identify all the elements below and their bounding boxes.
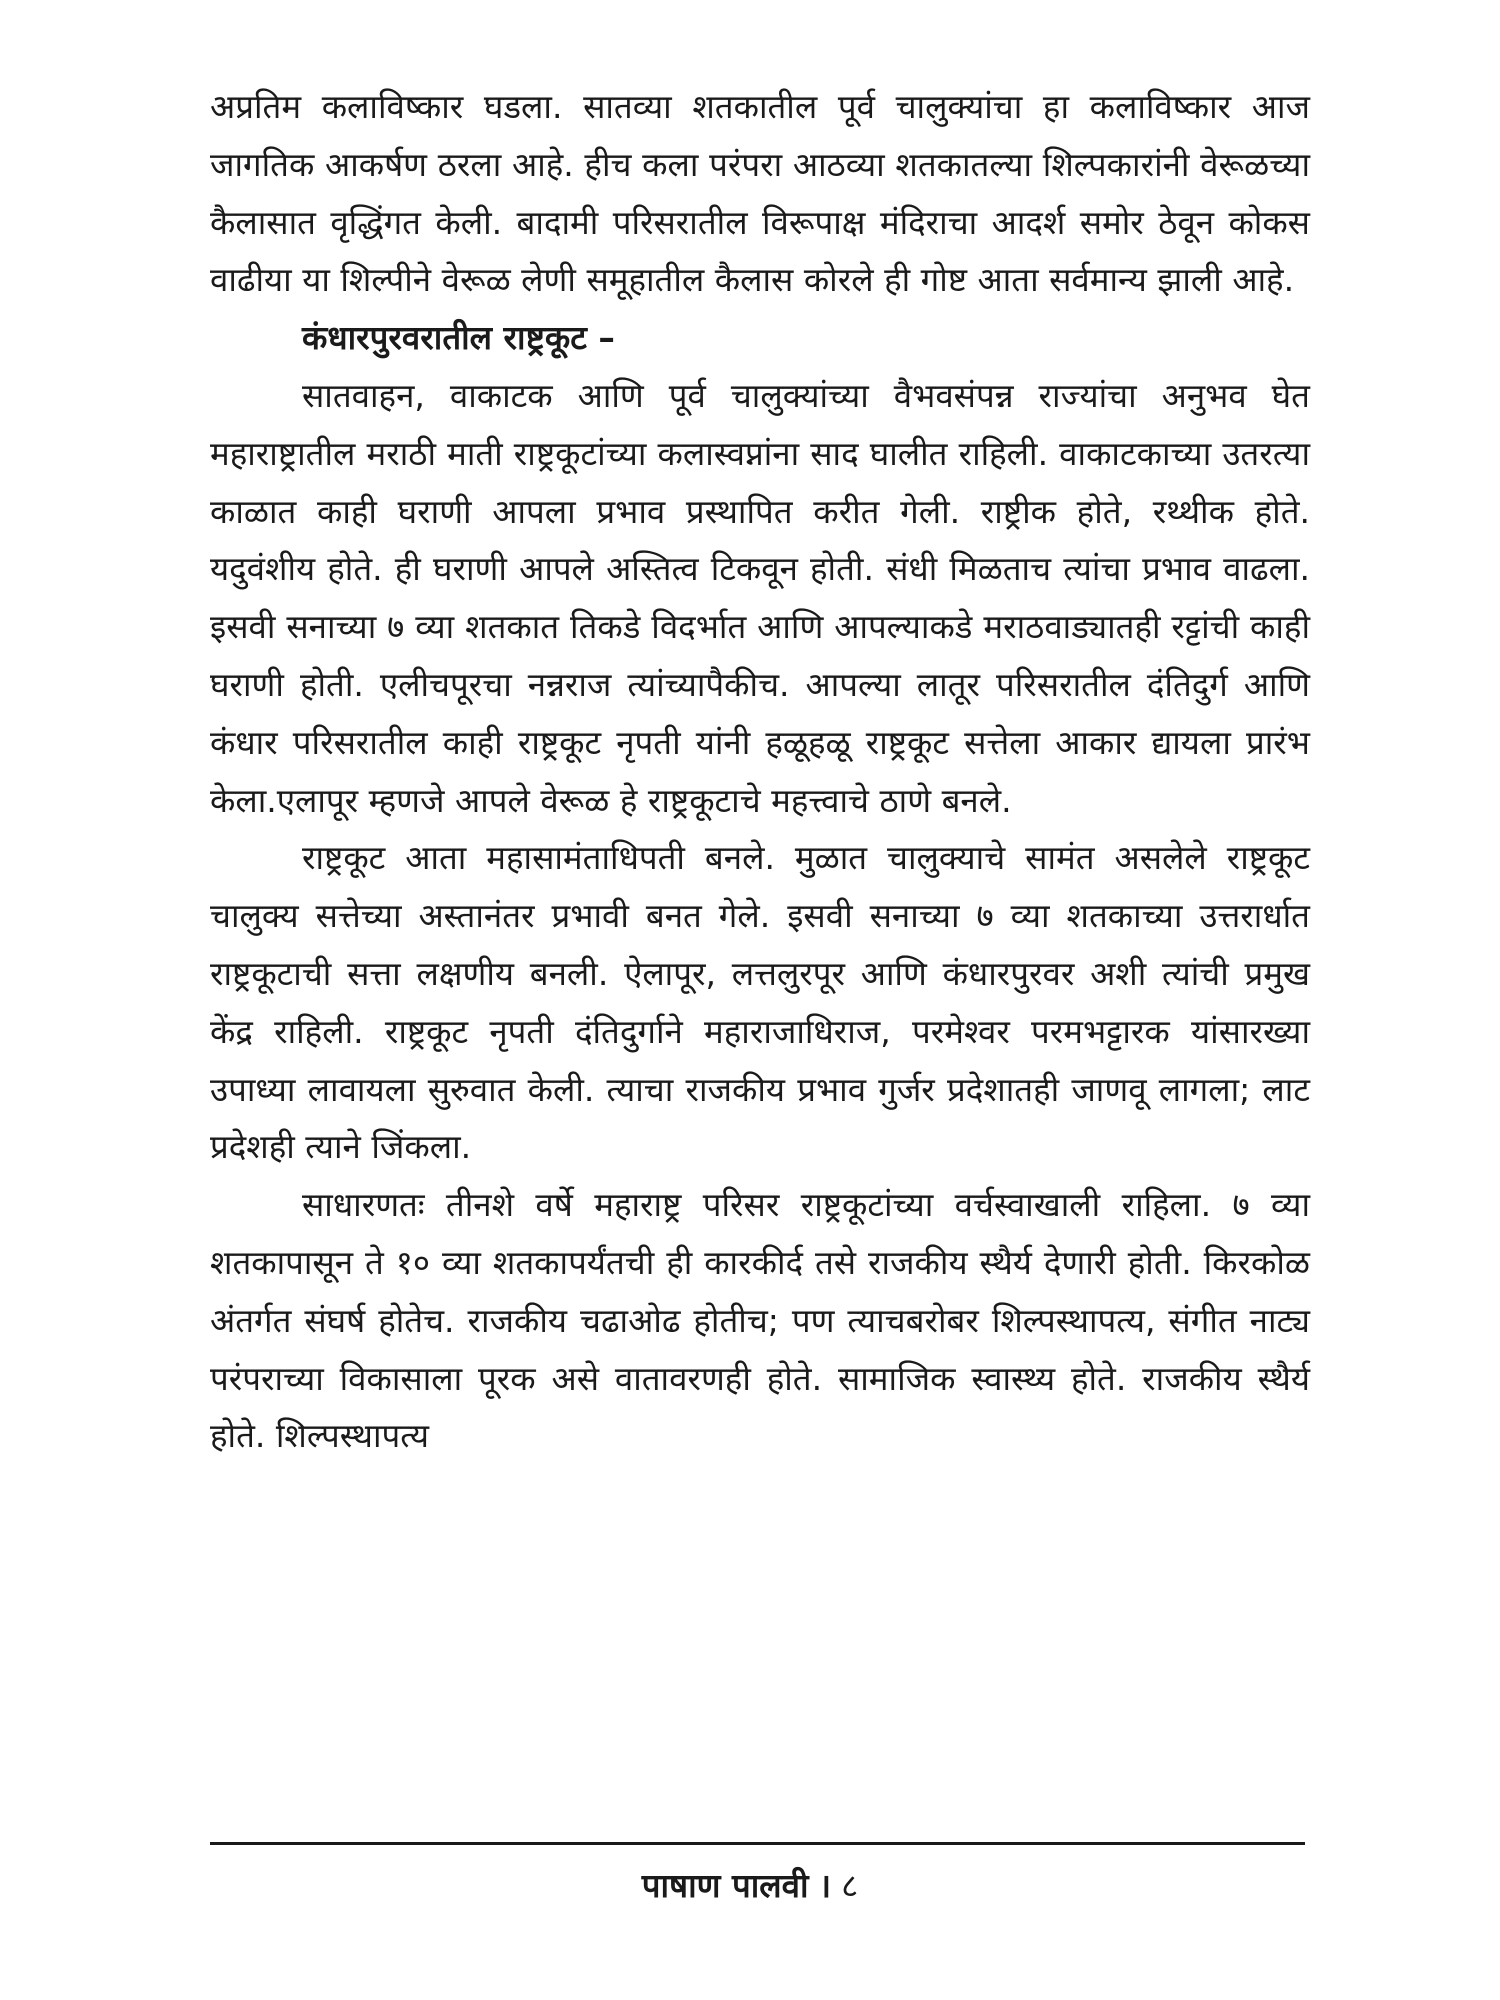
page-footer (0, 1864, 1500, 1908)
section-heading: कंधारपुरवरातील राष्ट्रकूट – (302, 318, 615, 358)
footer-divider (210, 1842, 1305, 1845)
paragraph-4: साधारणतः तीनशे वर्षे महाराष्ट्र परिसर राष्ट्रकूटांच्या वर्चस्वाखाली राहिला. ७ व्या शतकापासून ते १० व्या शतकापर्यंतची ही कारकीर्द तसे राजकीय स्थैर्य देणारी होती. किरकोळ अंतर्गत संघर्ष होतेच. राजकीय चढाओढ होतीच; पण त्याचबरोबर शिल्पस्थापत्य, संगीत नाट्य परंपराच्या विकासाला पूरक असे वातावरणही होते. सामाजिक स्वास्थ्य होते. राजकीय स्थैर्य होते. शिल्पस्थापत्य (210, 1185, 1310, 1456)
paragraph-1: अप्रतिम कलाविष्कार घडला. सातव्या शतकातील पूर्व चालुक्यांचा हा कलाविष्कार आज जागतिक आकर्षण ठरला आहे. हीच कला परंपरा आठव्या शतकातल्या शिल्पकारांनी वेरूळच्या कैलासात वृद्धिंगत केली. बादामी परिसरातील विरूपाक्ष मंदिराचा आदर्श समोर ठेवून कोकस वाढीया या शिल्पीने वेरूळ लेणी समूहातील कैलास कोरले ही गोष्ट आता सर्वमान्य झाली आहे. (210, 87, 1310, 300)
paragraph-3: राष्ट्रकूट आता महासामंताधिपती बनले. मुळात चालुक्याचे सामंत असलेले राष्ट्रकूट चालुक्य सत्तेच्या अस्तानंतर प्रभावी बनत गेले. इसवी सनाच्या ७ व्या शतकाच्या उत्तरार्धात राष्ट्रकूटाची सत्ता लक्षणीय बनली. ऐलापूर, लत्तलुरपूर आणि कंधारपुरवर अशी त्यांची प्रमुख केंद्र राहिली. राष्ट्रकूट नृपती दंतिदुर्गाने महाराजाधिराज, परमेश्वर परमभट्टारक यांसारख्या उपाध्या लावायला सुरुवात केली. त्याचा राजकीय प्रभाव गुर्जर प्रदेशातही जाणवू लागला; लाट प्रदेशही त्याने जिंकला. (210, 838, 1310, 1167)
paragraph-2: सातवाहन, वाकाटक आणि पूर्व चालुक्यांच्या वैभवसंपन्न राज्यांचा अनुभव घेत महाराष्ट्रातील मराठी माती राष्ट्रकूटांच्या कलास्वप्नांना साद घालीत राहिली. वाकाटकाच्या उतरत्या काळात काही घराणी आपला प्रभाव प्रस्थापित करीत गेली. राष्ट्रीक होते, रथ्थीक होते. यदुवंशीय होते. ही घराणी आपले अस्तित्व टिकवून होती. संधी मिळताच त्यांचा प्रभाव वाढला. इसवी सनाच्या ७ व्या शतकात तिकडे विदर्भात आणि आपल्याकडे मराठवाड्यातही रट्टांची काही घराणी होती. एलीचपूरचा नन्नराज त्यांच्यापैकीच. आपल्या लातूर परिसरातील दंतिदुर्ग आणि कंधार परिसरातील काही राष्ट्रकूट नृपती यांनी हळूहळू राष्ट्रकूट सत्तेला आकार द्यायला प्रारंभ केला.एलापूर म्हणजे आपले वेरूळ हे राष्ट्रकूटाचे महत्त्वाचे ठाणे बनले. (210, 375, 1310, 820)
page-body (210, 78, 1310, 1465)
footer-separator: । (818, 1866, 832, 1905)
book-title: पाषाण पालवी (641, 1866, 809, 1905)
page-number: ८ (841, 1866, 859, 1905)
